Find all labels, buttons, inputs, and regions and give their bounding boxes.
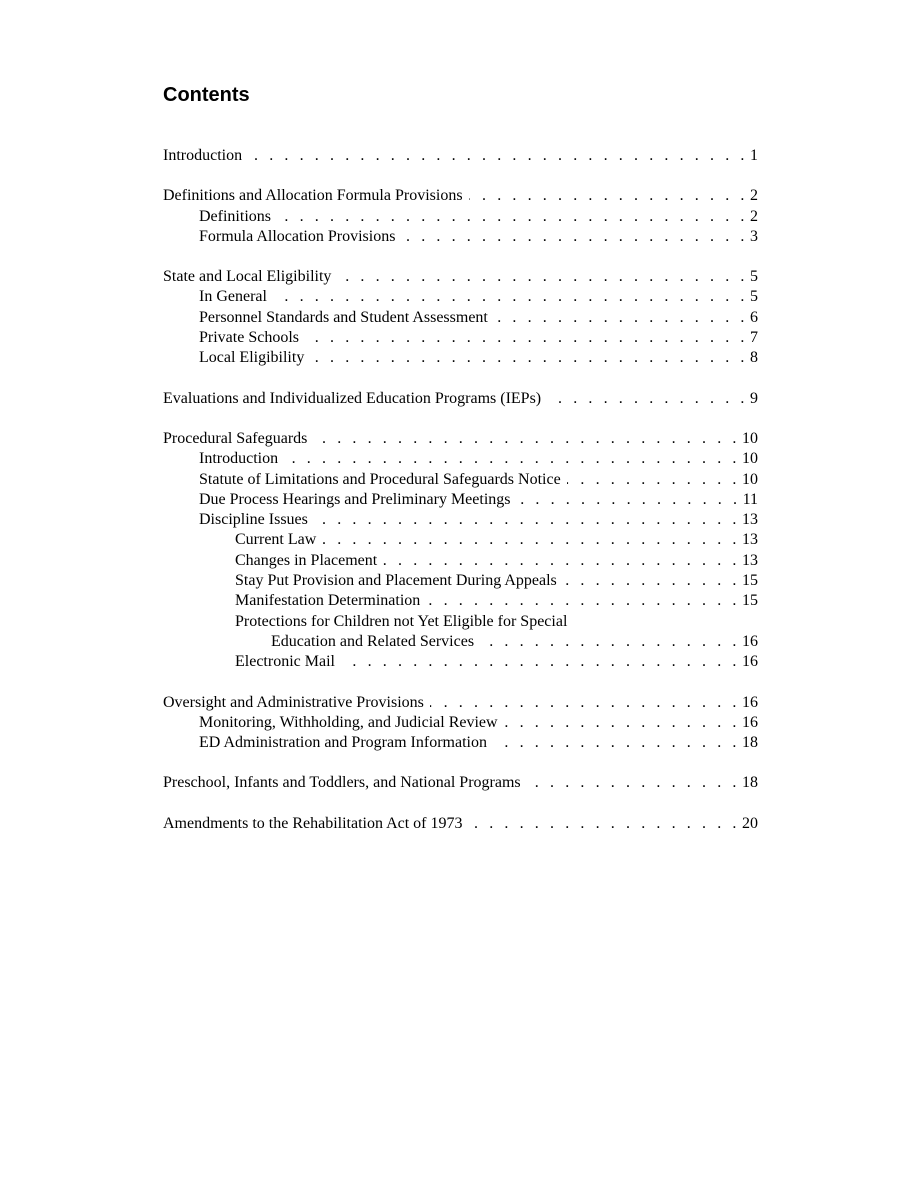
toc-entry-label: Private Schools: [199, 329, 299, 347]
toc-entry[interactable]: [163, 389, 758, 409]
dot-leader: [494, 308, 748, 328]
toc-entry-label: Formula Allocation Provisions: [199, 227, 396, 245]
toc-page-number: 11: [742, 490, 758, 508]
toc-entry-label: Preschool, Infants and Toddlers, and National Programs: [163, 774, 521, 792]
toc-entry[interactable]: [163, 470, 758, 490]
toc-page-number: 16: [742, 632, 758, 650]
toc-entry-label: Changes in Placement: [235, 551, 378, 569]
dot-leader: [383, 551, 740, 571]
toc-entry-label: Procedural Safeguards: [163, 429, 308, 447]
toc-page-number: 15: [742, 572, 758, 590]
toc-page-number: 1: [750, 147, 758, 164]
toc-section: [163, 146, 758, 166]
toc-entry-label: Local Eligibility: [199, 349, 305, 367]
toc-entry-label: Definitions and Allocation Formula Provisions: [163, 187, 463, 205]
toc-entry[interactable]: [163, 713, 758, 733]
dot-leader: [284, 449, 740, 469]
toc-page-number: 2: [750, 187, 758, 205]
toc-page-number: 13: [742, 531, 758, 549]
toc-entry-label: State and Local Eligibility: [163, 268, 332, 286]
toc-section: [163, 693, 758, 754]
dot-leader: [567, 470, 740, 490]
toc-page-number: 7: [750, 329, 758, 347]
toc-entry-label: Introduction: [199, 450, 279, 468]
dot-leader: [469, 186, 748, 206]
dot-leader: [277, 207, 748, 227]
toc-entry[interactable]: [163, 652, 758, 672]
toc-entry-label: Oversight and Administrative Provisions: [163, 693, 424, 711]
toc-page-number: 10: [742, 470, 758, 488]
dot-leader: [469, 814, 740, 834]
dot-leader: [401, 227, 748, 247]
toc-page-number: 13: [742, 551, 758, 569]
dot-leader: [430, 693, 740, 713]
dot-leader: [547, 389, 748, 409]
toc-page-number: 10: [742, 429, 758, 447]
dot-leader: [504, 713, 740, 733]
page-title: Contents: [163, 84, 250, 106]
dot-leader: [480, 632, 740, 652]
toc-entry[interactable]: [163, 490, 758, 510]
toc-section: [163, 429, 758, 673]
toc-page-number: 2: [750, 207, 758, 225]
dot-leader: [313, 429, 740, 449]
toc-entry[interactable]: [163, 348, 758, 368]
toc-entry-label: Amendments to the Rehabilitation Act of 1973: [163, 814, 463, 832]
toc-entry[interactable]: [163, 530, 758, 550]
dot-leader: [516, 490, 740, 510]
dot-leader: [273, 287, 748, 307]
toc-entry[interactable]: [163, 429, 758, 449]
toc-page-number: 16: [742, 653, 758, 671]
toc-section: [163, 267, 758, 368]
toc-entry[interactable]: [163, 510, 758, 530]
toc-entry[interactable]: [163, 328, 758, 348]
toc-entry-label: Manifestation Determination: [235, 592, 421, 610]
toc-entry-label: Personnel Standards and Student Assessment: [199, 308, 488, 326]
toc-entry-label: Introduction: [163, 147, 243, 164]
dot-leader: [305, 328, 748, 348]
toc-page-number: 9: [750, 389, 758, 407]
toc-entry[interactable]: [163, 773, 758, 793]
table-of-contents: [163, 146, 758, 854]
toc-section: [163, 389, 758, 409]
toc-entry-label: Due Process Hearings and Preliminary Meetings: [199, 490, 511, 508]
toc-entry-label: In General: [199, 288, 267, 306]
toc-entry-label: Discipline Issues: [199, 511, 308, 529]
toc-page-number: 6: [750, 308, 758, 326]
toc-page-number: 18: [742, 734, 758, 752]
dot-leader: [310, 348, 748, 368]
toc-entry[interactable]: [163, 612, 758, 632]
toc-section: [163, 814, 758, 834]
toc-entry-label: Electronic Mail: [235, 653, 335, 671]
dot-leader: [493, 733, 740, 753]
toc-entry[interactable]: [163, 308, 758, 328]
toc-entry[interactable]: [163, 571, 758, 591]
toc-entry[interactable]: [163, 551, 758, 571]
toc-page-number: 20: [742, 814, 758, 832]
dot-leader: [248, 146, 748, 166]
toc-entry[interactable]: [163, 267, 758, 287]
toc-entry[interactable]: [163, 227, 758, 247]
toc-page-number: 16: [742, 713, 758, 731]
toc-entry-label: Definitions: [199, 207, 271, 225]
toc-entry-label: Stay Put Provision and Placement During Appeals: [235, 572, 557, 590]
toc-entry[interactable]: [163, 186, 758, 206]
toc-section: [163, 186, 758, 247]
dot-leader: [314, 510, 740, 530]
toc-entry-label: ED Administration and Program Information: [199, 734, 487, 752]
toc-entry-label: Statute of Limitations and Procedural Safeguards Notice: [199, 470, 561, 488]
toc-entry-label: Monitoring, Withholding, and Judicial Review: [199, 713, 498, 731]
toc-page-number: 3: [750, 227, 758, 245]
dot-leader: [322, 530, 740, 550]
toc-entry-continuation[interactable]: [163, 632, 758, 652]
toc-entry[interactable]: [163, 693, 758, 713]
toc-entry-label: Evaluations and Individualized Education Programs (IEPs): [163, 389, 542, 407]
toc-entry[interactable]: [163, 814, 758, 834]
toc-page-number: 16: [742, 693, 758, 711]
toc-entry[interactable]: [163, 287, 758, 307]
toc-entry[interactable]: [163, 146, 758, 166]
toc-entry-label: Current Law: [235, 531, 317, 549]
dot-leader: [337, 267, 748, 287]
toc-page-number: 15: [742, 592, 758, 610]
toc-entry[interactable]: [163, 207, 758, 227]
toc-page-number: 5: [750, 288, 758, 306]
toc-entry-label: Education and Related Services: [271, 632, 475, 650]
toc-page-number: 18: [742, 774, 758, 792]
toc-entry-label: Protections for Children not Yet Eligible for Special: [235, 612, 568, 630]
toc-entry[interactable]: [163, 449, 758, 469]
toc-section: [163, 773, 758, 793]
dot-leader: [527, 773, 740, 793]
toc-page-number: 10: [742, 450, 758, 468]
toc-entry[interactable]: [163, 591, 758, 611]
dot-leader: [341, 652, 740, 672]
toc-entry[interactable]: [163, 733, 758, 753]
toc-page-number: 8: [750, 349, 758, 367]
dot-leader: [563, 571, 740, 591]
toc-page-number: 13: [742, 511, 758, 529]
dot-leader: [426, 591, 740, 611]
toc-page-number: 5: [750, 268, 758, 286]
